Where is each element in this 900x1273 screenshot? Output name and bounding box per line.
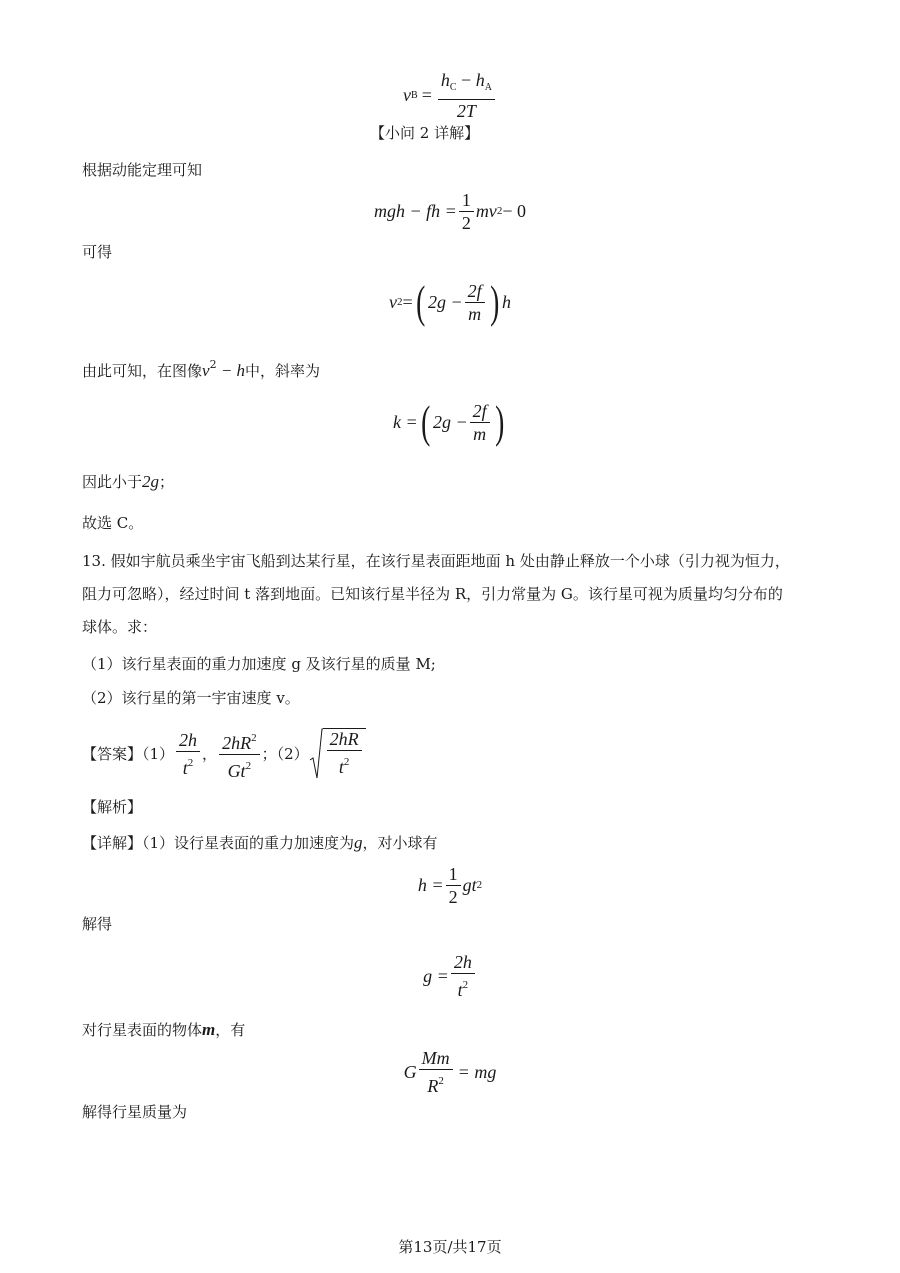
eq-h-num: 1 — [446, 864, 461, 886]
eq-v2-tail: h — [501, 291, 511, 312]
line-slope-math2: − h — [216, 361, 246, 380]
eq-energy-den: 2 — [461, 212, 471, 233]
eq-energy-sup: 2 — [496, 205, 503, 217]
eq-k-fraction — [470, 401, 490, 444]
solve-line-2: 解得行星质量为 — [82, 1103, 188, 1121]
eq-vb-minus: − — [461, 69, 472, 90]
answer-f2-num-sup: 2 — [251, 731, 257, 744]
left-paren-icon: ( — [420, 396, 430, 447]
eq-grav-den-sup: 2 — [438, 1075, 444, 1087]
sqrt-icon — [309, 728, 323, 780]
eq-g-fraction — [451, 952, 475, 1000]
eq-v2-lhs: v — [389, 291, 397, 312]
object-a: 对行星表面的物体 — [82, 1021, 203, 1039]
equation-gravity — [330, 1044, 570, 1100]
line-less-b: ； — [159, 473, 175, 491]
equation-energy — [330, 184, 570, 238]
eq-energy-rhs: mv — [475, 200, 497, 221]
page-footer: 第13页/共17页 — [398, 1238, 502, 1256]
detail-a: 【详解】（1）设行星表面的重力加速度为 — [82, 834, 355, 852]
eq-grav-num: Mm — [419, 1048, 453, 1070]
line-choose: 故选 C。 — [82, 514, 144, 532]
line-get: 可得 — [82, 243, 113, 261]
detail-line — [82, 833, 438, 853]
answer-f1-den-sup: 2 — [187, 757, 194, 769]
line-less-math: 2g — [142, 472, 160, 491]
eq-energy-num: 1 — [459, 190, 474, 212]
answer-sqrt — [309, 728, 366, 780]
eq-vb-num-a: h — [440, 69, 450, 90]
eq-h-fraction — [446, 864, 461, 907]
eq-vb-num-b: h — [475, 69, 485, 90]
answer-fraction-3 — [327, 729, 362, 777]
detail-b: ，对小球有 — [362, 834, 438, 852]
eq-k-g: 2g − — [432, 411, 468, 432]
q13-line2: 阻力可忽略），经过时间 t 落到地面。已知该行星半径为 R，引力常量为 G。该行星可视为质量均匀分布的 — [82, 585, 783, 603]
eq-v2-num: 2f — [465, 281, 485, 303]
equation-vb — [330, 70, 570, 120]
eq-v2-g: 2g − — [427, 291, 463, 312]
line-less — [82, 472, 174, 492]
eq-v2-equals: = — [402, 291, 413, 312]
eq-h-den: 2 — [448, 886, 458, 907]
answer-f2-den-sup: 2 — [245, 759, 252, 772]
equation-k — [330, 392, 570, 452]
eq-g-den: t — [457, 980, 463, 1000]
q13-sub2: （2）该行星的第一宇宙速度 v。 — [82, 689, 300, 707]
answer-comma: ， — [202, 745, 218, 763]
eq-vb-num-b-sub: A — [484, 81, 492, 93]
object-line — [82, 1020, 245, 1040]
answer-fraction-1 — [176, 730, 200, 778]
answer-f1-num: 2h — [176, 730, 200, 752]
left-paren-icon: ( — [415, 276, 425, 327]
line-theorem: 根据动能定理可知 — [82, 161, 203, 179]
eq-vb-lhs-sub: B — [411, 89, 418, 101]
line-slope-b: 中，斜率为 — [245, 362, 321, 380]
eq-grav-fraction — [419, 1048, 453, 1096]
eq-k-num: 2f — [470, 401, 490, 423]
answer-line — [82, 726, 366, 782]
eq-vb-den: 2T — [456, 100, 476, 121]
eq-energy-lhs: mgh − fh = — [374, 200, 457, 221]
q13-sub1: （1）该行星表面的重力加速度 g 及该行星的质量 M; — [82, 655, 436, 673]
eq-g-den-sup: 2 — [462, 979, 469, 991]
eq-vb-fraction — [438, 70, 495, 121]
eq-vb-num-a-sub: C — [449, 81, 457, 93]
answer-label: 【答案】（1） — [82, 745, 175, 763]
right-paren-icon: ) — [489, 276, 499, 327]
eq-g-num: 2h — [451, 952, 475, 974]
object-b: ，有 — [215, 1021, 246, 1039]
line-slope — [82, 355, 320, 381]
answer-f3-num: 2hR — [327, 729, 362, 751]
answer-fraction-2 — [219, 728, 260, 781]
q2-header: 【小问 2 详解】 — [370, 124, 480, 142]
eq-grav-den: R — [427, 1076, 439, 1096]
line-slope-sup: 2 — [209, 358, 217, 371]
eq-k-den: m — [473, 423, 487, 444]
eq-grav-lhs: G — [403, 1061, 417, 1082]
eq-h-rhs: gt — [462, 874, 477, 895]
equation-v2 — [330, 272, 570, 332]
eq-energy-tail: − 0 — [502, 200, 526, 221]
eq-grav-rhs: = mg — [457, 1061, 497, 1082]
object-math: m — [202, 1020, 216, 1039]
eq-k-lhs: k = — [393, 411, 418, 432]
q13-line1: 13. 假如宇航员乘坐宇宙飞船到达某行星，在该行星表面距地面 h 处由静止释放一个小球（引力视为恒力， — [82, 552, 790, 570]
answer-f2-num: 2hR — [222, 732, 252, 753]
eq-v2-den: m — [468, 303, 482, 324]
right-paren-icon: ) — [494, 396, 504, 447]
eq-energy-fraction — [459, 190, 474, 233]
equation-g — [330, 948, 570, 1004]
answer-mid: ；（2） — [261, 745, 309, 763]
solve-line-1: 解得 — [82, 915, 113, 933]
equation-h — [330, 858, 570, 912]
eq-vb-lhs: v — [403, 84, 412, 105]
eq-h-sup: 2 — [476, 879, 483, 891]
eq-v2-fraction — [465, 281, 485, 324]
line-less-a: 因此小于 — [82, 473, 143, 491]
answer-f3-den: t — [338, 757, 344, 777]
line-slope-a: 由此可知，在图像 — [82, 362, 203, 380]
analysis-label: 【解析】 — [82, 798, 143, 816]
detail-math: g — [354, 833, 363, 852]
q13-line3: 球体。求： — [82, 618, 158, 636]
eq-vb-equals: = — [421, 84, 432, 105]
answer-f2-den: Gt — [227, 760, 246, 781]
line-slope-math: v — [202, 361, 210, 380]
eq-g-lhs: g = — [423, 965, 449, 986]
eq-h-lhs: h = — [417, 874, 444, 895]
eq-v2-sup: 2 — [397, 296, 403, 308]
answer-f3-den-sup: 2 — [343, 756, 350, 768]
answer-f1-den: t — [182, 758, 188, 778]
